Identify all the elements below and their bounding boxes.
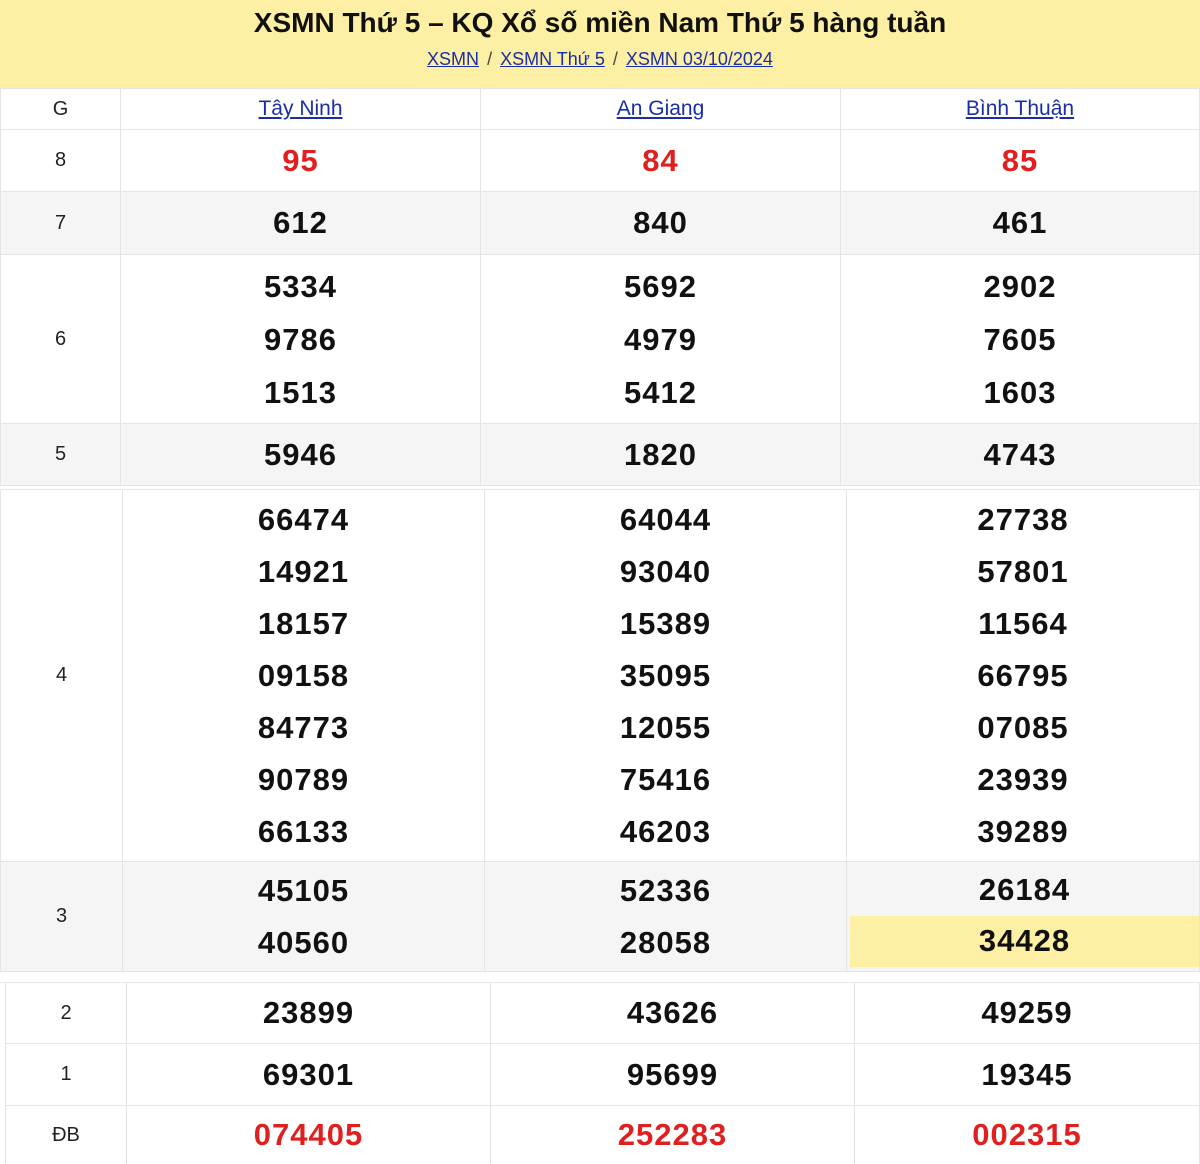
result-number: 39289	[977, 813, 1069, 849]
special-result-number: 074405	[253, 1117, 364, 1152]
result-number: 46203	[619, 813, 712, 849]
result-cell	[121, 130, 481, 192]
result-number: 612	[273, 205, 328, 240]
result-number: 93040	[619, 553, 712, 589]
prize-label-cell	[5, 1106, 127, 1164]
result-number: 23899	[262, 995, 355, 1030]
prize-label-cell	[0, 255, 121, 424]
prize-label: 1	[60, 1063, 72, 1085]
result-number: 9786	[264, 321, 337, 357]
prize-label-cell	[0, 490, 123, 862]
result-number: 57801	[977, 553, 1069, 589]
result-number: 14921	[257, 553, 350, 589]
result-cell	[127, 1106, 491, 1164]
result-cell	[485, 862, 847, 972]
prize-column-header: G	[52, 97, 69, 120]
table-row-prize-1	[0, 1044, 1200, 1106]
prize-label-cell	[5, 983, 127, 1044]
header-province-cell	[841, 89, 1200, 130]
result-cell	[485, 490, 847, 862]
prize-label-cell	[0, 192, 121, 255]
breadcrumb-xsmn[interactable]: XSMN	[427, 49, 480, 69]
result-number: 34428	[978, 923, 1071, 959]
result-cell	[123, 490, 485, 862]
result-cell	[481, 192, 841, 255]
result-number: 09158	[257, 657, 350, 693]
result-number: 2902	[983, 268, 1057, 304]
result-number: 12055	[619, 709, 712, 745]
result-number: 90789	[257, 761, 350, 797]
page-title: XSMN Thứ 5 – KQ Xổ số miền Nam Thứ 5 hàng tuần	[253, 7, 947, 38]
result-number: 19345	[981, 1056, 1073, 1092]
result-cell	[481, 255, 841, 424]
table-row-prize-2	[0, 982, 1200, 1044]
result-number: 1603	[983, 374, 1057, 410]
province-link-tay-ninh[interactable]: Tây Ninh	[258, 97, 343, 120]
prize-label-cell	[5, 1044, 127, 1106]
result-cell	[855, 1044, 1200, 1106]
result-cell	[841, 255, 1200, 424]
table-row-prize-5	[0, 424, 1200, 486]
result-number: 18157	[257, 605, 350, 641]
result-cell	[847, 490, 1200, 862]
prize-label: 8	[54, 149, 67, 171]
result-cell	[121, 192, 481, 255]
result-number: 23939	[977, 761, 1069, 797]
prize-label: ĐB	[52, 1123, 80, 1146]
result-number: 45105	[257, 872, 350, 908]
table-row-special-prize	[0, 1106, 1200, 1164]
result-number: 66474	[257, 501, 350, 537]
result-number: 11564	[978, 605, 1068, 641]
result-number: 84773	[257, 709, 350, 745]
result-cell	[127, 983, 491, 1044]
result-number: 52336	[619, 872, 712, 908]
result-cell	[121, 424, 481, 486]
prize-label-cell	[0, 862, 123, 972]
result-number: 69301	[262, 1056, 355, 1092]
result-number: 5692	[624, 268, 697, 304]
table-row-prize-4	[0, 489, 1200, 862]
province-link-an-giang[interactable]: An Giang	[616, 97, 705, 120]
result-cell	[847, 862, 1200, 972]
prize-label-cell	[0, 130, 121, 192]
result-number: 27738	[977, 501, 1069, 537]
result-cell	[481, 130, 841, 192]
breadcrumb-separator: /	[612, 49, 618, 69]
result-number: 5946	[264, 436, 337, 472]
result-number: 75416	[619, 761, 712, 797]
prize-label: 7	[54, 211, 67, 234]
result-number: 5412	[624, 374, 697, 410]
result-number: 49259	[981, 995, 1073, 1030]
result-number: 84	[642, 142, 679, 178]
highlighted-result	[850, 916, 1199, 968]
result-cell	[491, 1106, 855, 1164]
result-number: 85	[1001, 142, 1039, 178]
table-row-prize-7	[0, 192, 1200, 255]
result-number: 28058	[619, 924, 712, 960]
result-number: 1513	[264, 374, 337, 410]
breadcrumb-xsmn-thu-5[interactable]: XSMN Thứ 5	[500, 49, 605, 69]
table-row-prize-6	[0, 255, 1200, 424]
result-number: 07085	[977, 709, 1069, 745]
table-row-prize-8	[0, 130, 1200, 192]
province-link-binh-thuan[interactable]: Bình Thuận	[965, 97, 1075, 120]
table-header-row	[0, 88, 1200, 130]
prize-label: 4	[55, 664, 68, 686]
header-province-cell	[481, 89, 841, 130]
prize-label-cell	[0, 424, 121, 486]
breadcrumb-xsmn-date[interactable]: XSMN 03/10/2024	[625, 49, 773, 69]
result-cell	[481, 424, 841, 486]
result-cell	[491, 983, 855, 1044]
header-province-cell	[121, 89, 481, 130]
result-number: 15389	[619, 605, 712, 641]
special-result-number: 252283	[617, 1117, 728, 1152]
special-result-number: 002315	[972, 1117, 1082, 1152]
result-number: 35095	[619, 657, 712, 693]
result-cell	[855, 1106, 1200, 1164]
result-number: 66795	[977, 657, 1069, 693]
result-number: 7605	[983, 321, 1057, 357]
result-number: 40560	[257, 924, 350, 960]
result-cell	[855, 983, 1200, 1044]
result-number: 66133	[257, 813, 350, 849]
header-label-cell	[0, 89, 121, 130]
breadcrumb-separator: /	[487, 49, 493, 69]
result-cell	[841, 192, 1200, 255]
result-number: 5334	[264, 268, 337, 304]
result-number: 95	[282, 142, 319, 178]
result-number: 4743	[983, 436, 1057, 472]
prize-label: 6	[54, 327, 67, 350]
prize-label: 5	[54, 443, 67, 465]
result-number: 64044	[619, 501, 712, 537]
result-number: 26184	[978, 871, 1071, 907]
table-row-prize-3	[0, 862, 1200, 972]
result-number: 461	[992, 205, 1048, 240]
result-number: 95699	[626, 1056, 719, 1092]
result-cell	[121, 255, 481, 424]
result-cell	[841, 130, 1200, 192]
prize-label: 2	[60, 1001, 72, 1024]
result-number: 4979	[624, 321, 697, 357]
result-number: 840	[633, 205, 688, 240]
result-cell	[123, 862, 485, 972]
result-cell	[841, 424, 1200, 486]
result-number: 1820	[624, 436, 697, 472]
result-cell	[491, 1044, 855, 1106]
result-cell	[127, 1044, 491, 1106]
prize-label: 3	[55, 905, 68, 927]
result-number-wrap	[850, 864, 1199, 916]
result-number: 43626	[626, 995, 719, 1030]
